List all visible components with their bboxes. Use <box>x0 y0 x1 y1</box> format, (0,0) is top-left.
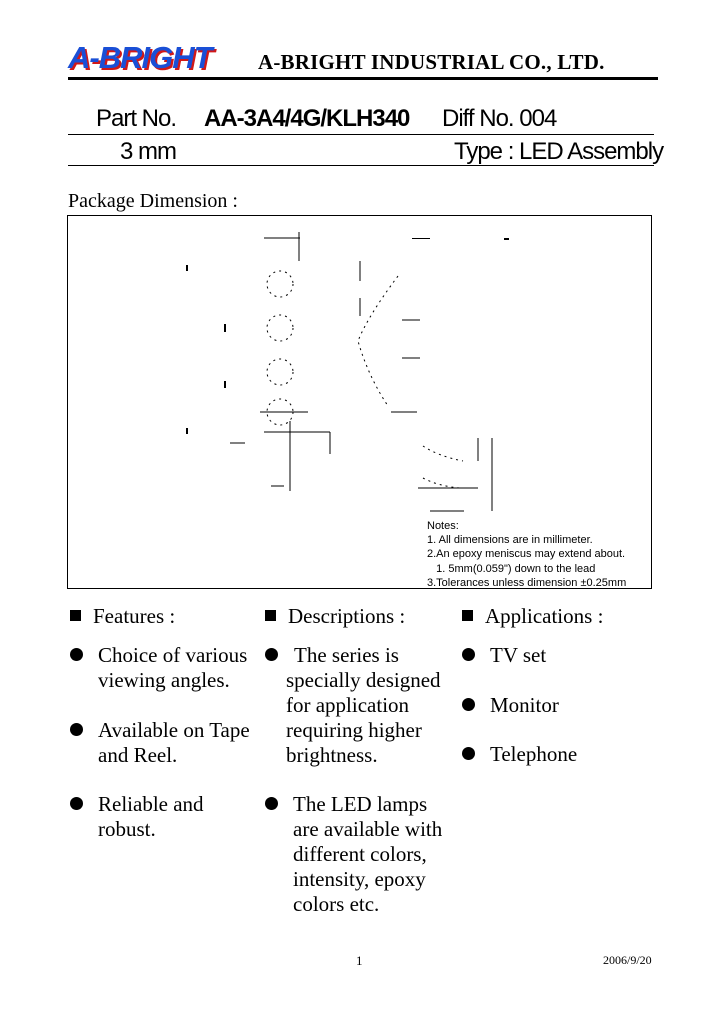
document-date: 2006/9/20 <box>603 953 652 967</box>
application-item: Monitor <box>490 693 559 717</box>
drawing-notes <box>427 519 626 590</box>
square-bullet-icon <box>462 610 473 621</box>
bullet-dot-icon <box>462 698 475 711</box>
bullet-dot-icon <box>70 797 83 810</box>
descriptions-heading-text: Descriptions : <box>288 604 406 628</box>
package-drawing <box>67 215 652 589</box>
company-logo: A-BRIGHT <box>68 40 212 75</box>
page-number: 1 <box>356 953 363 968</box>
descriptions-heading <box>265 603 405 629</box>
square-bullet-icon <box>70 610 81 621</box>
description-item: The LED lamps are available with different colors, intensity, epoxy colors etc. <box>293 792 443 916</box>
applications-heading-text: Applications : <box>485 604 604 628</box>
application-item: Telephone <box>490 742 578 766</box>
header-divider <box>68 134 654 135</box>
note-line: 3.Tolerances unless dimension ±0.25mm <box>427 576 627 589</box>
note-line: 2.An epoxy meniscus may extend about. <box>427 548 626 561</box>
notes-title: Notes: <box>427 520 459 532</box>
features-heading-text: Features : <box>93 604 176 628</box>
bullet-dot-icon <box>462 648 475 661</box>
part-no-value: AA-3A4/4G/KLH340 <box>204 105 410 132</box>
bullet-dot-icon <box>265 797 278 810</box>
description-item: The series is specially designed for application requiring higher brightness. <box>286 643 441 767</box>
header-rule <box>68 77 658 80</box>
application-item: TV set <box>490 643 547 667</box>
part-no-label: Part No. <box>96 105 177 132</box>
note-line: 1. 5mm(0.059") down to the lead <box>427 562 596 575</box>
bullet-dot-icon <box>70 648 83 661</box>
feature-item: Available on Tape and Reel. <box>98 718 250 767</box>
led-size: 3 mm <box>120 138 176 165</box>
company-name: A-BRIGHT INDUSTRIAL CO., LTD. <box>258 50 605 74</box>
bullet-dot-icon <box>70 723 83 736</box>
bullet-dot-icon <box>462 747 475 760</box>
header-divider-bottom <box>68 165 654 166</box>
package-dimension-title: Package Dimension : <box>68 190 238 212</box>
feature-item: Reliable and robust. <box>98 792 204 841</box>
diff-no: Diff No. 004 <box>442 105 557 132</box>
feature-item: Choice of various viewing angles. <box>98 643 248 692</box>
square-bullet-icon <box>265 610 276 621</box>
bullet-dot-icon <box>265 648 278 661</box>
applications-heading <box>462 603 603 629</box>
note-line: 1. All dimensions are in millimeter. <box>427 534 593 547</box>
product-type: Type : LED Assembly <box>454 138 664 165</box>
features-heading <box>70 603 175 629</box>
